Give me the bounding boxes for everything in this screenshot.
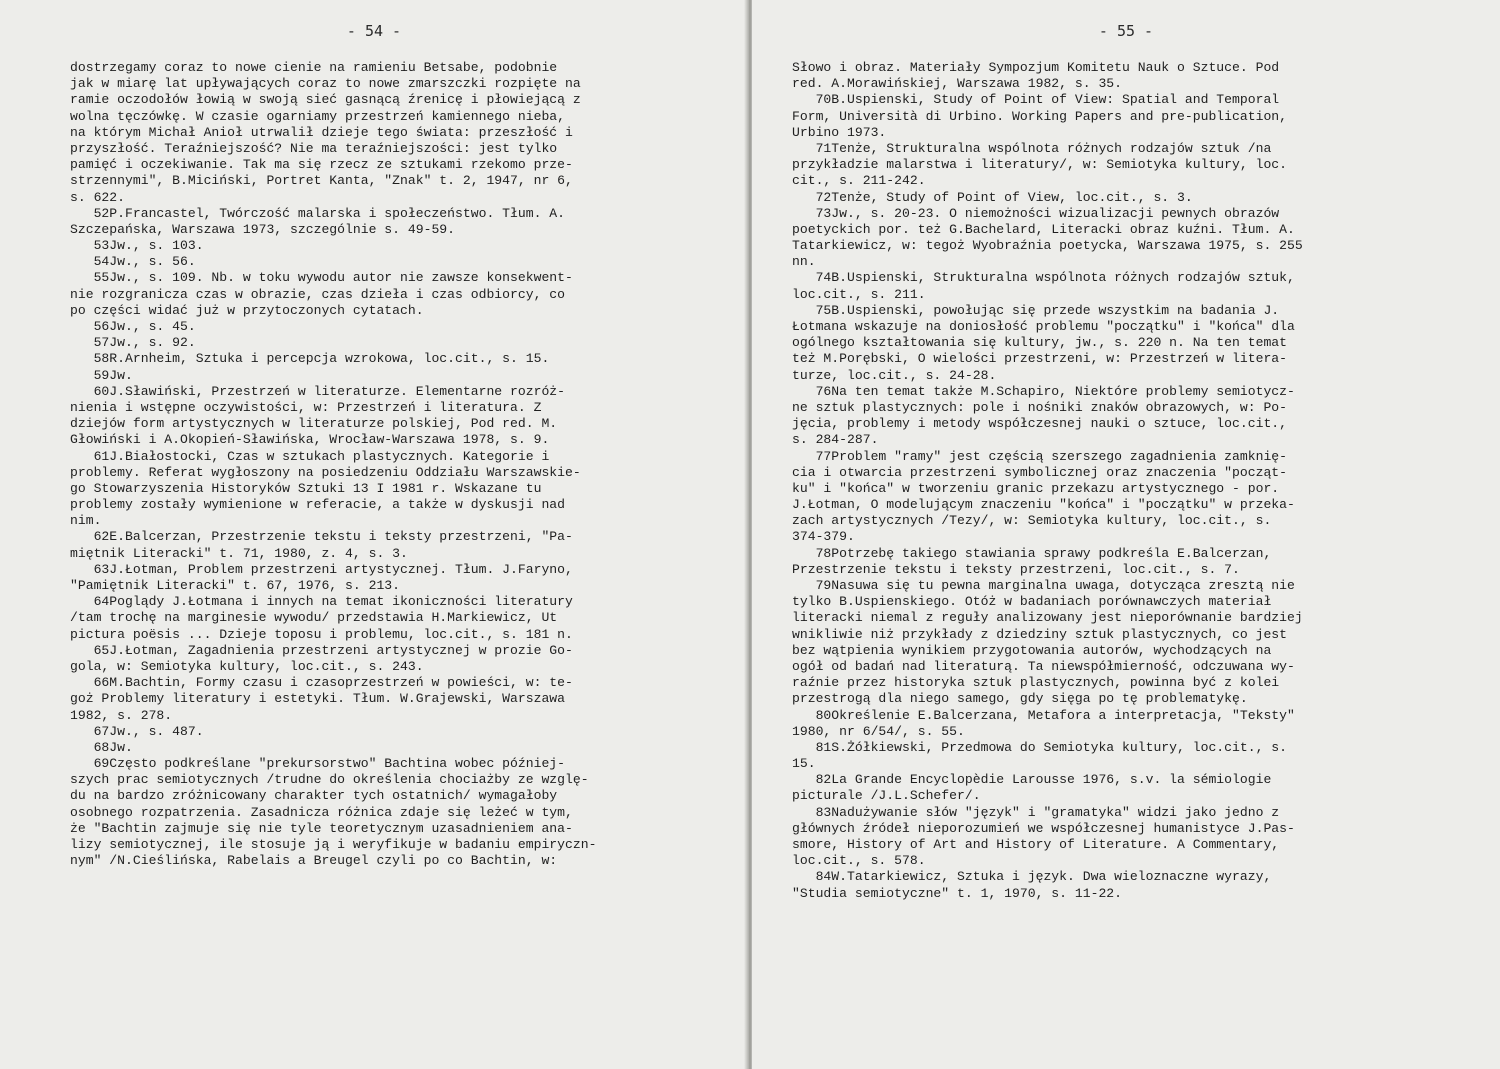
right_page-line: "Studia semiotyczne" t. 1, 1970, s. 11-22.	[792, 885, 1123, 901]
left_page-line: lizy semiotycznej, ile stosuje ją i weryfikuje w badaniu empiryczn-	[70, 837, 597, 852]
left_page-line: 66M.Bachtin, Formy czasu i czasoprzestrzeń w powieści, w: te-	[70, 675, 573, 691]
right_page-line: Łotmana wskazuje na doniosłość problemu "początku" i "końca" dla	[792, 319, 1295, 334]
left_page-line: 65J.Łotman, Zagadnienia przestrzeni artystycznej w prozie Go-	[70, 642, 573, 658]
left_page-line: 55Jw., s. 109. Nb. w toku wywodu autor nie zawsze konsekwent-	[70, 270, 573, 286]
left_page-line: problemy zostały wymienione w referacie, a także w dyskusji nad	[70, 497, 566, 513]
left_page-line: 58R.Arnheim, Sztuka i percepcja wzrokowa, loc.cit., s. 15.	[70, 351, 550, 367]
right_page-line: też M.Porębski, O wielości przestrzeni, w: Przestrzeń w litera-	[792, 351, 1288, 367]
right_page-line: 15.	[792, 756, 816, 772]
left_page-line: 62E.Balcerzan, Przestrzenie tekstu i teksty przestrzeni, "Pa-	[70, 529, 573, 545]
left_page-line: "Pamiętnik Literacki" t. 67, 1976, s. 213.	[70, 578, 401, 593]
left_page-line: 60J.Sławiński, Przestrzeń w literaturze. Elementarne rozróż-	[70, 383, 566, 399]
right-page	[752, 0, 1500, 1069]
right_page-line: Słowo i obraz. Materiały Sympozjum Komitetu Nauk o Sztuce. Pod	[792, 60, 1280, 75]
right_page-line: jęcia, problemy i metody współczesnej nauki o sztuce, loc.cit.,	[792, 416, 1288, 432]
right_page-line: picturale /J.L.Schefer/.	[792, 788, 981, 804]
left_page-line: szych prac semiotycznych /trudne do określenia chociażby ze wzglę-	[70, 772, 589, 788]
right_page-line: nn.	[792, 254, 816, 270]
right_page-line: ogólnego kształtowania się kultury, jw., s. 220 n. Na ten temat	[792, 335, 1288, 351]
left_page-line: nym" /N.Cieślińska, Rabelais a Breugel czyli po co Bachtin, w:	[70, 853, 558, 869]
right_page-line: 84W.Tatarkiewicz, Sztuka i język. Dwa wieloznaczne wyrazy,	[792, 869, 1272, 885]
left_page-line: 63J.Łotman, Problem przestrzeni artystycznej. Tłum. J.Faryno,	[70, 561, 573, 577]
right_page-line: 77Problem "ramy" jest częścią szerszego zagadnienia zamknię-	[792, 448, 1288, 464]
left_page-line: nim.	[70, 513, 102, 529]
left_page-line: du na bardzo zróżnicowany charakter tych ostatnich/ wymagałoby	[70, 788, 558, 804]
left_page-line: na którym Michał Anioł utrwalił dzieje tego świata: przeszłość i	[70, 124, 573, 140]
right_page-line: przestrogą dla niego samego, gdy sięga po tę problematykę.	[792, 691, 1248, 707]
left-page-text	[70, 60, 710, 869]
right_page-line: ogół od badań nad literaturą. Ta niewspółmierność, odczuwana wy-	[792, 658, 1295, 674]
right_page-line: 72Tenże, Study of Point of View, loc.cit., s. 3.	[792, 189, 1193, 205]
right_page-line: turze, loc.cit., s. 24-28.	[792, 367, 997, 383]
right_page-line: s. 284-287.	[792, 432, 879, 448]
left_page-line: 69Często podkreślane "prekursorstwo" Bachtina wobec później-	[70, 756, 566, 772]
page-number-left: - 54 -	[346, 22, 402, 40]
right_page-line: loc.cit., s. 211.	[792, 286, 926, 302]
right_page-line: 374-379.	[792, 529, 855, 545]
right_page-line: poetyckich por. też G.Bachelard, Literacki obraz kuźni. Tłum. A.	[792, 221, 1295, 237]
left_page-line: 56Jw., s. 45.	[70, 319, 196, 334]
right_page-line: literacki niemal z reguły analizowany jest nieporównanie bardziej	[792, 610, 1303, 626]
right_page-line: 71Tenże, Strukturalna wspólnota różnych rodzajów sztuk /na	[792, 140, 1272, 156]
left_page-line: nie rozgranicza czas w obrazie, czas dzieła i czas odbiorcy, co	[70, 286, 566, 302]
right_page-line: 1980, nr 6/54/, s. 55.	[792, 723, 965, 739]
left_page-line: 52P.Francastel, Twórczość malarska i społeczeństwo. Tłum. A.	[70, 205, 566, 221]
left_page-line: 53Jw., s. 103.	[70, 238, 204, 254]
left-page	[0, 0, 748, 1069]
right_page-line: tylko B.Uspienskiego. Otóż w badaniach porównawczych materiał	[792, 594, 1272, 610]
right_page-line: 75B.Uspienski, powołując się przede wszystkim na badania J.	[792, 302, 1280, 318]
left_page-line: goż Problemy literatury i estetyki. Tłum. W.Grajewski, Warszawa	[70, 691, 566, 707]
right_page-line: cia i otwarcia przestrzeni symbolicznej oraz znaczenia "począt-	[792, 464, 1288, 480]
left_page-line: ramie oczodołów łowią w swoją sieć gasnącą źrenicę i płowiejącą z	[70, 92, 581, 108]
right_page-line: 70B.Uspienski, Study of Point of View: Spatial and Temporal	[792, 92, 1280, 108]
right_page-line: raźnie przez historyka sztuk plastycznych, powinna być z kolei	[792, 675, 1280, 691]
left_page-line: /tam trochę na marginesie wywodu/ przedstawia H.Markiewicz, Ut	[70, 610, 558, 626]
right_page-line: smore, History of Art and History of Literature. A Commentary,	[792, 837, 1280, 852]
right_page-line: ku" i "końca" w tworzeniu granic przekazu artystycznego - por.	[792, 480, 1280, 496]
left_page-line: jak w miarę lat upływających coraz to nowe zmarszczki rozpięte na	[70, 76, 581, 92]
right_page-line: przykładzie malarstwa i literatury/, w: Semiotyka kultury, loc.	[792, 157, 1288, 173]
left_page-line: miętnik Literacki" t. 71, 1980, z. 4, s. 3.	[70, 545, 408, 561]
left_page-line: osobnego rozpatrzenia. Zasadnicza różnica zdaje się leżeć w tym,	[70, 804, 573, 820]
left_page-line: gola, w: Semiotyka kultury, loc.cit., s. 243.	[70, 658, 424, 674]
right_page-line: red. A.Morawińskiej, Warszawa 1982, s. 35.	[792, 76, 1123, 92]
left_page-line: nienia i wstępne oczywistości, w: Przestrzeń i literatura. Z	[70, 399, 542, 415]
left_page-line: przyszłość. Teraźniejszość? Nie ma teraźniejszości: jest tylko	[70, 140, 558, 156]
right_page-line: 80Określenie E.Balcerzana, Metafora a interpretacja, "Teksty"	[792, 707, 1295, 723]
right_page-line: głównych źródeł nieporozumień we współczesnej humanistyce J.Pas-	[792, 820, 1295, 836]
right_page-line: Przestrzenie tekstu i teksty przestrzeni, loc.cit., s. 7.	[792, 561, 1240, 577]
left_page-line: wolna tęczówkę. W czasie ogarniamy przestrzeń kamiennego nieba,	[70, 108, 566, 124]
left_page-line: 59Jw.	[70, 367, 133, 383]
right_page-line: Urbino 1973.	[792, 124, 887, 140]
right_page-line: loc.cit., s. 578.	[792, 853, 926, 869]
left_page-line: 1982, s. 278.	[70, 707, 173, 723]
right_page-line: wnikliwie niż przykłady z dziedziny sztuk plastycznych, co jest	[792, 626, 1288, 642]
left_page-line: 54Jw., s. 56.	[70, 254, 196, 270]
left_page-line: go Stowarzyszenia Historyków Sztuki 13 I 1981 r. Wskazane tu	[70, 480, 542, 496]
page-number-right: - 55 -	[1098, 22, 1154, 40]
right-page-text	[792, 60, 1462, 902]
right_page-line: cit., s. 211-242.	[792, 173, 926, 189]
right_page-line: ne sztuk plastycznych: pole i nośniki znaków obrazowych, w: Po-	[792, 399, 1288, 415]
left_page-line: pamięć i oczekiwanie. Tak ma się rzecz ze sztukami rzekomo prze-	[70, 157, 573, 173]
left_page-line: dostrzegamy coraz to nowe cienie na ramieniu Betsabe, podobnie	[70, 60, 558, 75]
left_page-line: Głowiński i A.Okopień-Sławińska, Wrocław-Warszawa 1978, s. 9.	[70, 432, 550, 448]
right_page-line: 73Jw., s. 20-23. O niemożności wizualizacji pewnych obrazów	[792, 205, 1280, 221]
right_page-line: 76Na ten temat także M.Schapiro, Niektóre problemy semiotycz-	[792, 383, 1295, 399]
left_page-line: problemy. Referat wygłoszony na posiedzeniu Oddziału Warszawskie-	[70, 464, 581, 480]
left_page-line: 64Poglądy J.Łotmana i innych na temat ikoniczności literatury	[70, 594, 573, 610]
right_page-line: 79Nasuwa się tu pewna marginalna uwaga, dotycząca zresztą nie	[792, 578, 1295, 593]
left_page-line: że "Bachtin zajmuje się nie tyle teoretycznym uzasadnieniem ana-	[70, 820, 573, 836]
left_page-line: s. 622.	[70, 189, 126, 205]
left_page-line: Szczepańska, Warszawa 1973, szczególnie s. 49-59.	[70, 221, 456, 237]
right_page-line: bez wątpienia wynikiem przygotowania autorów, wychodzących na	[792, 642, 1272, 658]
left_page-line: 57Jw., s. 92.	[70, 335, 196, 351]
right_page-line: 78Potrzebę takiego stawiania sprawy podkreśla E.Balcerzan,	[792, 545, 1272, 561]
left_page-line: 61J.Białostocki, Czas w sztukach plastycznych. Kategorie i	[70, 448, 550, 464]
right_page-line: J.Łotman, O modelującym znaczeniu "końca" i "początku" w przeka-	[792, 497, 1295, 513]
left_page-line: 68Jw.	[70, 739, 133, 755]
right_page-line: zach artystycznych /Tezy/, w: Semiotyka kultury, loc.cit., s.	[792, 513, 1272, 529]
left_page-line: 67Jw., s. 487.	[70, 723, 204, 739]
right_page-line: 81S.Żółkiewski, Przedmowa do Semiotyka kultury, loc.cit., s.	[792, 739, 1288, 755]
left_page-line: strzennymi", B.Miciński, Portret Kanta, "Znak" t. 2, 1947, nr 6,	[70, 173, 573, 189]
left_page-line: dziejów form artystycznych w literaturze polskiej, Pod red. M.	[70, 416, 558, 432]
right_page-line: 74B.Uspienski, Strukturalna wspólnota różnych rodzajów sztuk,	[792, 270, 1295, 286]
right_page-line: 83Nadużywanie słów "język" i "gramatyka" widzi jako jedno z	[792, 804, 1280, 820]
left_page-line: pictura poësis ... Dzieje toposu i problemu, loc.cit., s. 181 n.	[70, 626, 573, 642]
left_page-line: po części widać już w przytoczonych cytatach.	[70, 302, 424, 318]
right_page-line: 82La Grande Encyclopèdie Larousse 1976, s.v. la sémiologie	[792, 772, 1272, 788]
right_page-line: Form, Università di Urbino. Working Papers and pre-publication,	[792, 108, 1288, 124]
right_page-line: Tatarkiewicz, w: tegoż Wyobraźnia poetycka, Warszawa 1975, s. 255	[792, 238, 1303, 254]
